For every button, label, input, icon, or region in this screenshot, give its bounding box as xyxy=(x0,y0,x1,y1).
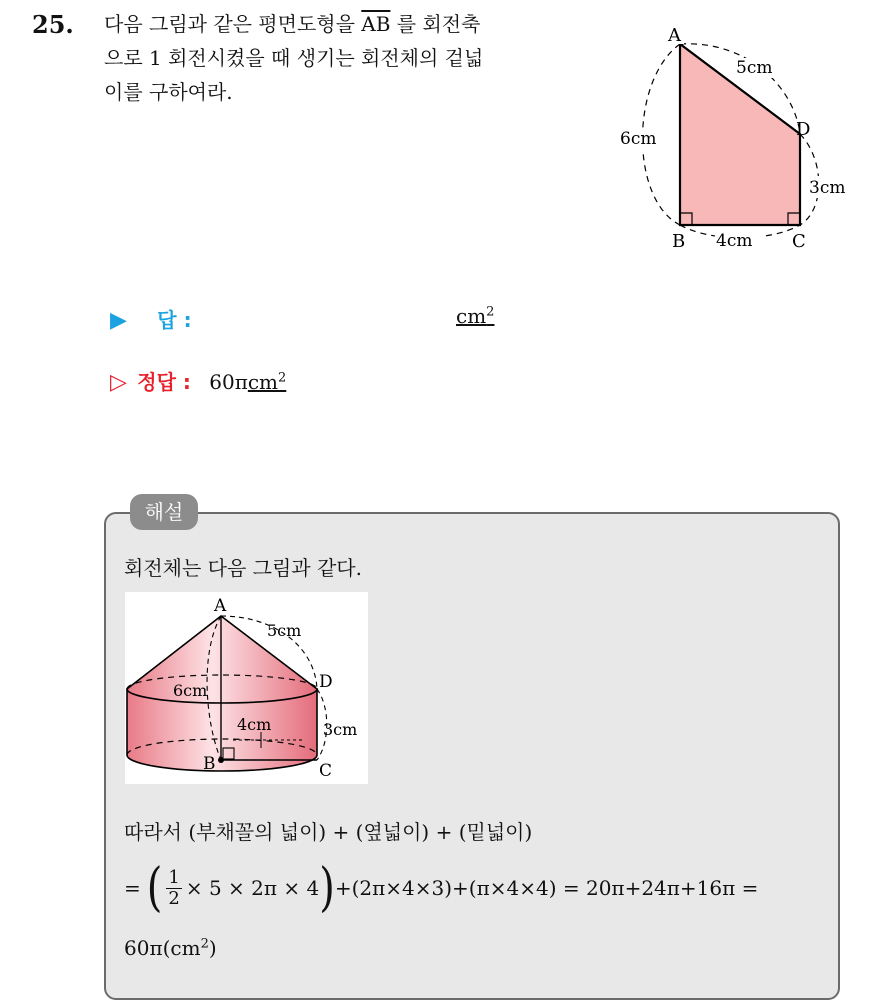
question-line-1 xyxy=(104,8,480,40)
question-number: 25. xyxy=(32,10,74,39)
correct-unit: cm xyxy=(247,370,279,394)
solid-length-ab-label: 6cm xyxy=(173,681,208,700)
solid-figure xyxy=(125,592,368,784)
result-text: 60π(cm xyxy=(124,936,201,960)
length-ad-label: 5cm xyxy=(736,58,773,78)
point-d-label: D xyxy=(796,119,811,140)
solid-point-c-label: C xyxy=(319,761,333,781)
result-exp: 2 xyxy=(200,936,209,952)
explanation-equation: = ( $\frac{1}{2}$ × 5 × 2π × 4 ) +(2π×4×3)+(π×4×4) = 20π+24π+16π = xyxy=(124,858,759,918)
equals-sign: = xyxy=(124,876,141,900)
question-text: 다음 그림과 같은 평면도형을 xyxy=(104,12,362,36)
question-text-after: 를 회전축 xyxy=(390,12,481,36)
fraction-denominator: 2 xyxy=(168,887,180,909)
point-c-label: C xyxy=(792,231,806,252)
length-dc-label: 3cm xyxy=(809,178,846,198)
result-close: ) xyxy=(208,936,217,960)
equation-part-1: × 5 × 2π × 4 xyxy=(185,876,320,900)
play-arrow-icon: ▶ xyxy=(110,308,127,333)
solid-radius-label: 4cm xyxy=(237,715,272,734)
answer-label: 답 : xyxy=(157,308,192,332)
answer-unit-exp: 2 xyxy=(486,304,495,320)
answer-unit-text: cm xyxy=(456,304,487,328)
question-line-3: 이를 구하여라. xyxy=(104,80,233,104)
correct-value: 60π xyxy=(209,370,248,394)
explanation-line-1: 따라서 (부채꼴의 넓이) + (옆넓이) + (밑넓이) xyxy=(124,820,533,844)
solid-height-label: 3cm xyxy=(323,720,358,739)
equation-part-2: +(2π×4×3)+(π×4×4) = 20π+24π+16π = xyxy=(334,876,759,900)
question-line-2: 으로 1 회전시켰을 때 생기는 회전체의 겉넓 xyxy=(104,46,484,70)
solid-length-ad-label: 5cm xyxy=(267,621,302,640)
segment-ab: $\overline{AB}$ xyxy=(361,12,391,36)
outline-arrow-icon: ▷ xyxy=(110,370,127,395)
correct-row xyxy=(110,366,286,395)
correct-unit-exp: 2 xyxy=(278,370,287,386)
correct-label: 정답 : xyxy=(137,370,191,394)
trapezoid-figure xyxy=(600,20,870,260)
point-a-label: A xyxy=(668,25,681,46)
solid-point-d-label: D xyxy=(319,672,333,692)
answer-unit xyxy=(456,304,494,328)
explanation-intro: 회전체는 다음 그림과 같다. xyxy=(124,556,362,580)
answer-row xyxy=(110,304,192,333)
fraction xyxy=(166,868,181,909)
length-bc-label: 4cm xyxy=(716,231,753,251)
fraction-numerator: 1 xyxy=(168,866,180,888)
point-b-label: B xyxy=(672,231,686,252)
explanation-tag: 해설 xyxy=(130,494,198,530)
solid-point-a-label: A xyxy=(214,596,227,616)
explanation-result xyxy=(124,936,217,960)
solid-point-b-label: B xyxy=(203,754,216,774)
length-ab-label: 6cm xyxy=(620,129,657,149)
